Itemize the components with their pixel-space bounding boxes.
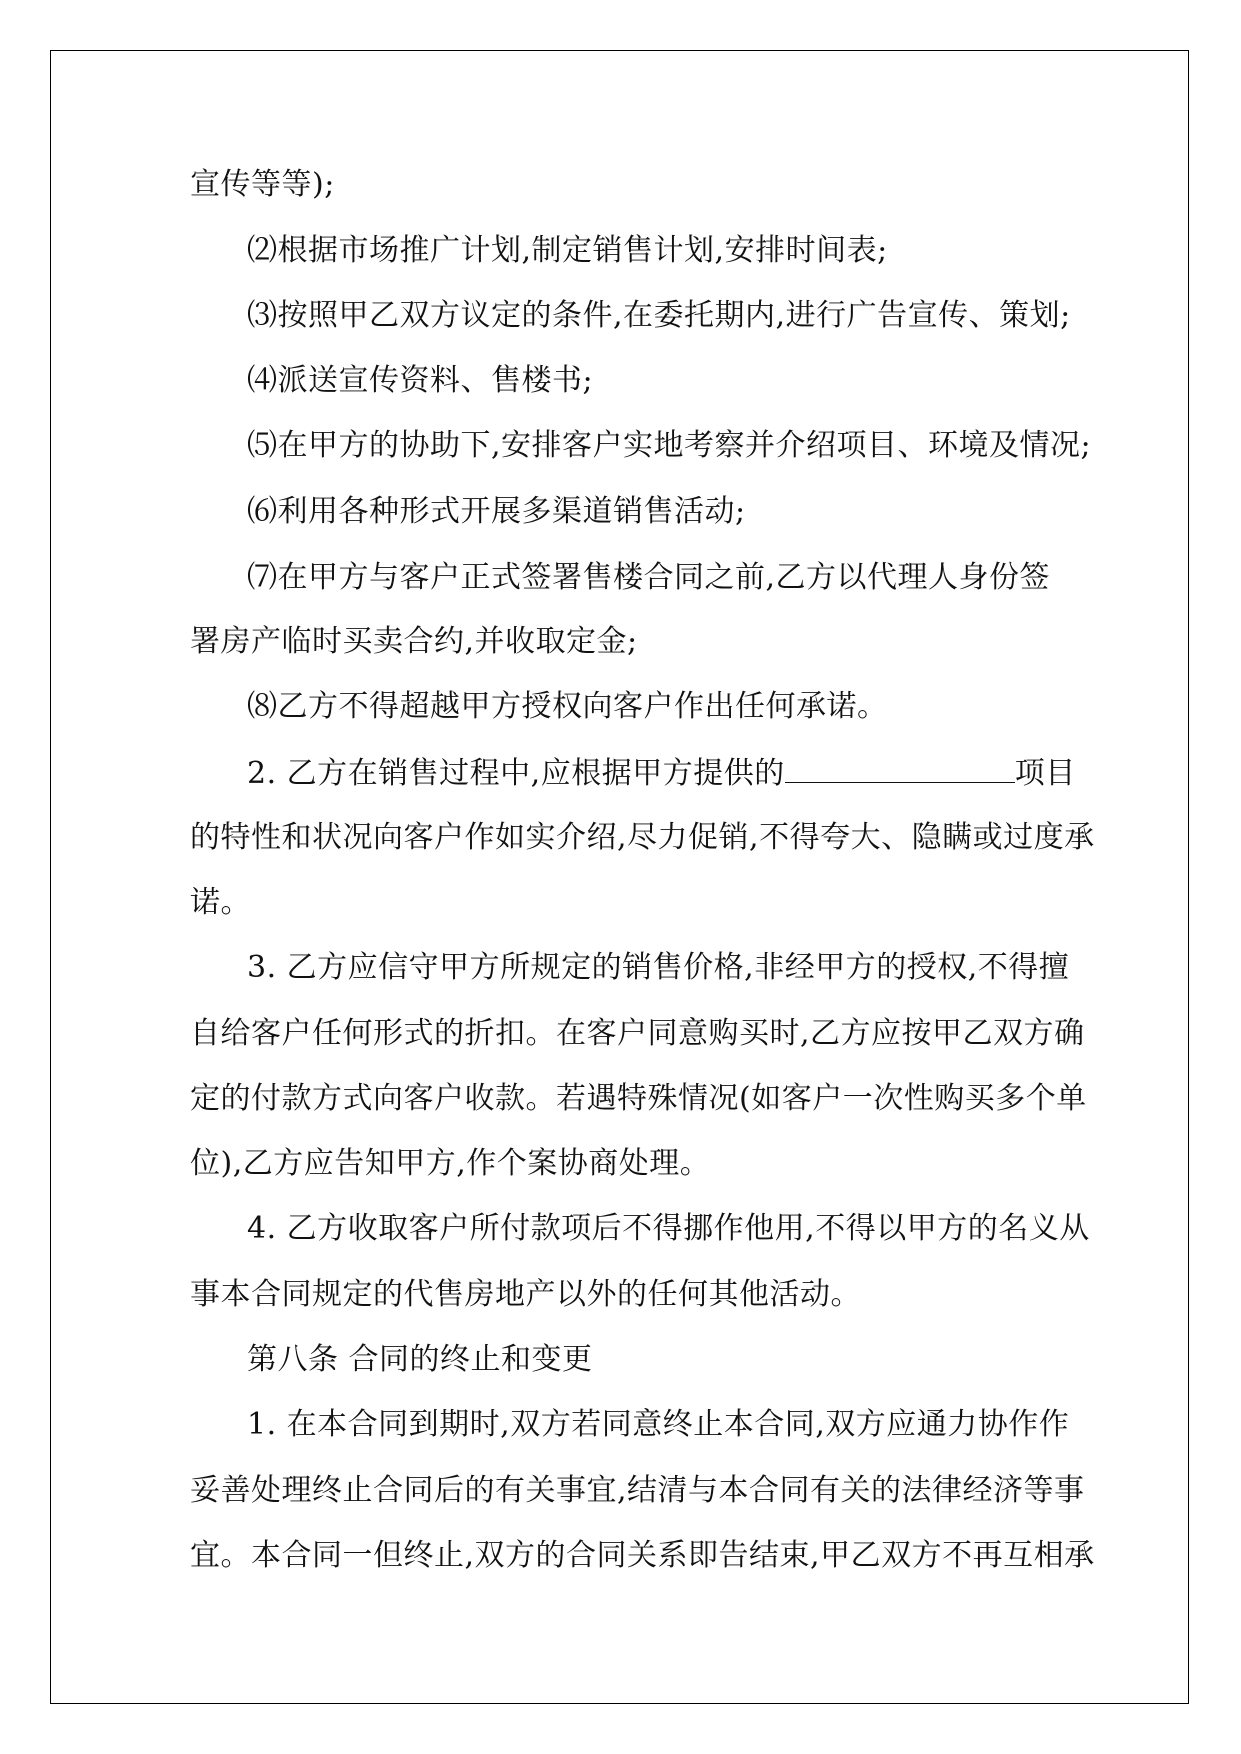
text-line: 诺。 bbox=[190, 885, 251, 920]
text-line: 1. 在本合同到期时,双方若同意终止本合同,双方应通力协作作 bbox=[247, 1407, 1070, 1442]
text-fragment: 项目 bbox=[1014, 756, 1076, 791]
text-line: 自给客户任何形式的折扣。在客户同意购买时,乙方应按甲乙双方确 bbox=[190, 1016, 1085, 1051]
section-heading: 第八条 合同的终止和变更 bbox=[247, 1342, 593, 1377]
text-line: 宣传等等); bbox=[190, 167, 335, 202]
text-line: 宜。本合同一但终止,双方的合同关系即告结束,甲乙双方不再互相承 bbox=[190, 1538, 1095, 1573]
fill-in-blank bbox=[785, 758, 1015, 783]
text-line: ⑵根据市场推广计划,制定销售计划,安排时间表; bbox=[247, 233, 888, 268]
text-line: 4. 乙方收取客户所付款项后不得挪作他用,不得以甲方的名义从 bbox=[247, 1211, 1090, 1246]
text-line: ⑹利用各种形式开展多渠道销售活动; bbox=[247, 494, 746, 529]
text-line-with-blank bbox=[247, 758, 1076, 789]
text-fragment: 2. 乙方在销售过程中,应根据甲方提供的 bbox=[247, 756, 785, 791]
text-line: 位),乙方应告知甲方,作个案协商处理。 bbox=[190, 1146, 711, 1181]
text-line: 3. 乙方应信守甲方所规定的销售价格,非经甲方的授权,不得擅 bbox=[247, 950, 1070, 985]
text-line: 的特性和状况向客户作如实介绍,尽力促销,不得夸大、隐瞒或过度承 bbox=[190, 820, 1095, 855]
text-line: 妥善处理终止合同后的有关事宜,结清与本合同有关的法律经济等事 bbox=[190, 1473, 1085, 1508]
text-line: ⑷派送宣传资料、售楼书; bbox=[247, 363, 594, 398]
text-line: ⑸在甲方的协助下,安排客户实地考察并介绍项目、环境及情况; bbox=[247, 428, 1092, 463]
text-line: ⑺在甲方与客户正式签署售楼合同之前,乙方以代理人身份签 bbox=[247, 560, 1051, 595]
text-line: ⑻乙方不得超越甲方授权向客户作出任何承诺。 bbox=[247, 689, 888, 724]
text-line: 署房产临时买卖合约,并收取定金; bbox=[190, 624, 638, 659]
text-line: ⑶按照甲乙双方议定的条件,在委托期内,进行广告宣传、策划; bbox=[247, 298, 1071, 333]
text-line: 事本合同规定的代售房地产以外的任何其他活动。 bbox=[190, 1277, 861, 1312]
text-line: 定的付款方式向客户收款。若遇特殊情况(如客户一次性购买多个单 bbox=[190, 1081, 1087, 1116]
